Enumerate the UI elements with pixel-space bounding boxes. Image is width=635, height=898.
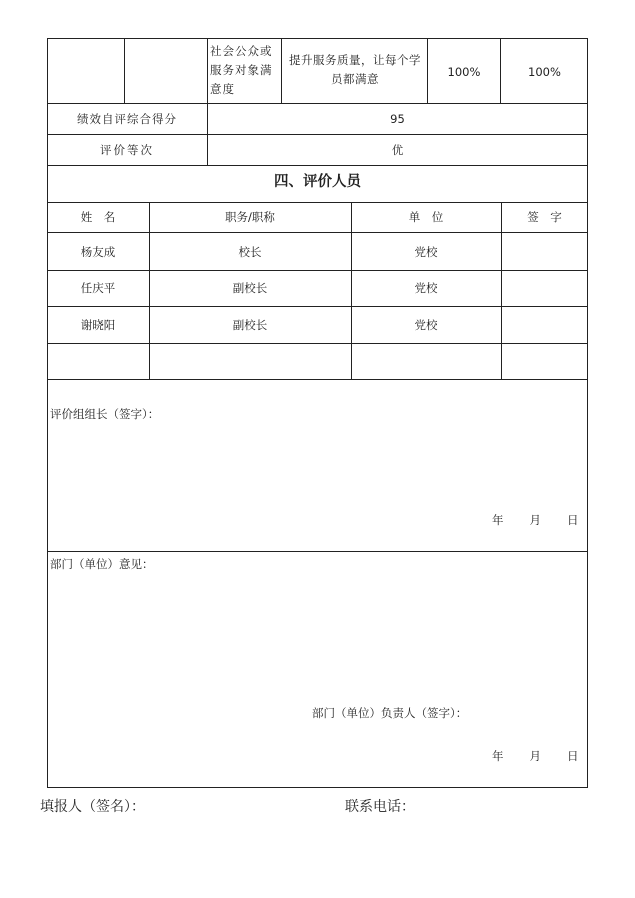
- score-value: 95: [390, 112, 405, 126]
- filler-sign-label: 填报人（签名）：: [40, 799, 145, 815]
- staff-row-unit: 党校: [414, 318, 438, 332]
- indicator-target: 提升服务质量，让每个学员都满意: [289, 53, 421, 86]
- staff-row-name: 任庆平: [80, 281, 116, 295]
- dept-date: 年 月 日: [492, 749, 580, 763]
- staff-row-position: 副校长: [232, 318, 268, 332]
- rule: [47, 551, 588, 552]
- staff-row-name: 杨友成: [80, 245, 116, 259]
- section-title: 四、评价人员: [274, 174, 361, 190]
- rule: [47, 306, 588, 307]
- staff-row-unit: 党校: [414, 245, 438, 259]
- dept-opinion-label: 部门（单位）意见：: [50, 557, 154, 571]
- rule: [124, 38, 125, 103]
- rule: [47, 103, 588, 104]
- staff-row-name: 谢晓阳: [80, 318, 116, 332]
- staff-row-position: 校长: [238, 245, 262, 259]
- header-name: 姓 名: [80, 210, 116, 224]
- header-sign: 签 字: [527, 210, 562, 224]
- grade-label: 评价等次: [100, 143, 154, 157]
- rule: [47, 232, 588, 233]
- contact-phone-label: 联系电话：: [345, 799, 415, 815]
- indicator-expected: 100%: [447, 65, 481, 79]
- header-unit: 单 位: [408, 210, 444, 224]
- rule: [47, 379, 588, 380]
- rule: [281, 38, 282, 103]
- rule: [47, 343, 588, 344]
- rule: [501, 202, 502, 379]
- staff-row-position: 副校长: [232, 281, 268, 295]
- leader-date: 年 月 日: [492, 513, 580, 527]
- indicator-criterion: 社会公众或服务对象满意度: [210, 44, 273, 96]
- rule: [47, 134, 588, 135]
- dept-signer-label: 部门（单位）负责人（签字）：: [312, 706, 468, 720]
- score-label: 绩效自评综合得分: [77, 112, 177, 126]
- header-position: 职务/职称: [225, 210, 275, 224]
- grade-value: 优: [391, 143, 404, 157]
- rule: [47, 202, 588, 203]
- leader-sign-label: 评价组组长（签字）：: [50, 407, 160, 421]
- rule: [47, 165, 588, 166]
- indicator-actual: 100%: [528, 65, 561, 79]
- rule: [47, 270, 588, 271]
- staff-row-unit: 党校: [414, 281, 438, 295]
